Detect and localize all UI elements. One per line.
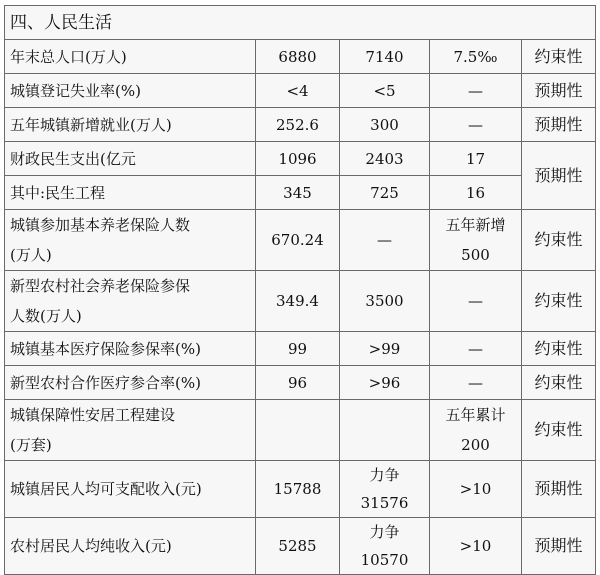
growth-line1: 五年累计: [445, 406, 506, 424]
growth-value: >10: [430, 461, 522, 518]
value-2010: <4: [256, 74, 340, 108]
indicator-name: 城镇登记失业率(%): [5, 74, 256, 108]
section-title: 四、人民生活: [5, 6, 596, 40]
indicator-type: 预期性: [522, 108, 596, 142]
indicator-name-line2: (万人): [10, 246, 52, 264]
value-2010: 670.24: [256, 210, 340, 271]
value-2010: [256, 400, 340, 461]
growth-line1: 五年新增: [445, 216, 506, 234]
growth-value: [430, 210, 522, 271]
value-2015: 力争 31576: [340, 461, 430, 518]
growth-value: —: [430, 271, 522, 332]
table-row: [5, 271, 596, 332]
value-2015: 力争 10570: [340, 518, 430, 575]
table-row: [5, 142, 596, 176]
value-2010: 15788: [256, 461, 340, 518]
indicator-name: 其中:民生工程: [5, 176, 256, 210]
growth-value: [430, 400, 522, 461]
value-2015: 300: [340, 108, 430, 142]
value-2015: —: [340, 210, 430, 271]
value-2015: 2403: [340, 142, 430, 176]
indicator-type: 约束性: [522, 366, 596, 400]
value-2015: <5: [340, 74, 430, 108]
indicator-name: [5, 271, 256, 332]
growth-line2: 200: [461, 436, 490, 454]
people-livelihood-table: [4, 5, 596, 575]
growth-value: —: [430, 366, 522, 400]
growth-value: >10: [430, 518, 522, 575]
value-2015: [340, 400, 430, 461]
indicator-name-line2: 人数(万人): [10, 307, 82, 325]
table-row: [5, 108, 596, 142]
indicator-type: 预期性: [522, 518, 596, 575]
growth-value: —: [430, 74, 522, 108]
growth-value: 17: [430, 142, 522, 176]
indicator-name: 城镇居民人均可支配收入(元): [5, 461, 256, 518]
indicator-name-line1: 城镇保障性安居工程建设: [10, 406, 176, 424]
indicator-type: 约束性: [522, 210, 596, 271]
indicator-type: 约束性: [522, 271, 596, 332]
indicator-type: 预期性: [522, 74, 596, 108]
table-row: [5, 176, 596, 210]
growth-value: —: [430, 108, 522, 142]
indicator-type: 约束性: [522, 400, 596, 461]
value-2015: >99: [340, 332, 430, 366]
table-row: [5, 366, 596, 400]
indicator-name: 财政民生支出(亿元: [5, 142, 256, 176]
indicator-type: 预期性: [522, 142, 596, 210]
table-header-row: [5, 6, 596, 40]
table-row: [5, 332, 596, 366]
value-2015: >96: [340, 366, 430, 400]
table-row: [5, 400, 596, 461]
value-2015: 3500: [340, 271, 430, 332]
table-row: [5, 210, 596, 271]
indicator-name-line1: 新型农村社会养老保险参保: [10, 277, 191, 295]
indicator-name: 五年城镇新增就业(万人): [5, 108, 256, 142]
indicator-type: 预期性: [522, 461, 596, 518]
indicator-type: 约束性: [522, 332, 596, 366]
value-2010: 99: [256, 332, 340, 366]
growth-value: 16: [430, 176, 522, 210]
value-2010: 345: [256, 176, 340, 210]
value-2010: 1096: [256, 142, 340, 176]
value-2010: 5285: [256, 518, 340, 575]
value-2015: 725: [340, 176, 430, 210]
indicator-type: 约束性: [522, 40, 596, 74]
value-2015: 7140: [340, 40, 430, 74]
indicator-name: 新型农村合作医疗参合率(%): [5, 366, 256, 400]
indicator-name: [5, 210, 256, 271]
growth-value: 7.5‰: [430, 40, 522, 74]
indicator-name: 年末总人口(万人): [5, 40, 256, 74]
indicator-name: 城镇基本医疗保险参保率(%): [5, 332, 256, 366]
indicator-name: [5, 400, 256, 461]
indicator-name-line1: 城镇参加基本养老保险人数: [10, 216, 191, 234]
value-2010: 252.6: [256, 108, 340, 142]
growth-value: —: [430, 332, 522, 366]
growth-line2: 500: [461, 246, 490, 264]
table-row: [5, 461, 596, 518]
table-row: [5, 74, 596, 108]
indicator-name-line2: (万套): [10, 436, 52, 454]
value-2010: 349.4: [256, 271, 340, 332]
value-2010: 96: [256, 366, 340, 400]
value-2010: 6880: [256, 40, 340, 74]
table-row: [5, 40, 596, 74]
indicator-name: 农村居民人均纯收入(元): [5, 518, 256, 575]
